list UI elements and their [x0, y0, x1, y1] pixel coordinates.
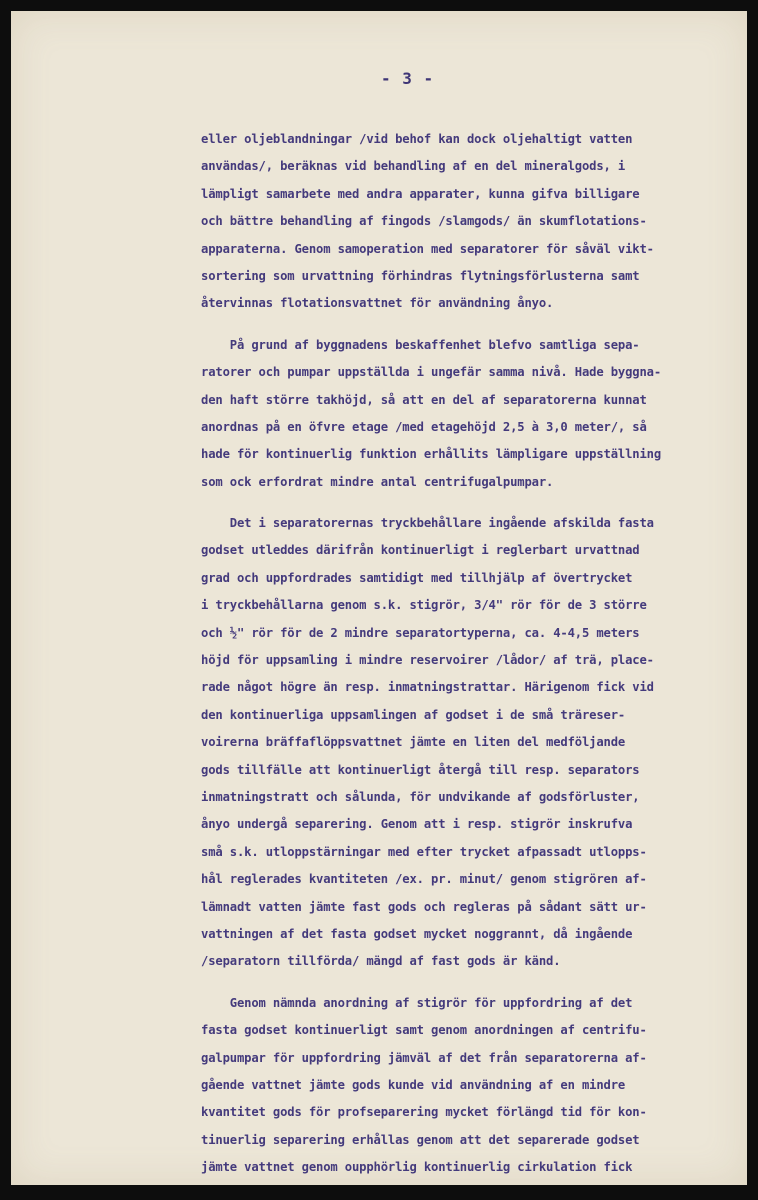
text-line: inmatningstratt och sålunda, för undvikande af godsförluster,: [201, 789, 640, 804]
document-page: [11, 11, 747, 1185]
text-line: grad och uppfordrades samtidigt med tillhjälp af övertrycket: [201, 570, 633, 585]
text-line: Genom nämnda anordning af stigrör för uppfordring af det: [201, 995, 633, 1010]
text-line: eller oljeblandningar /vid behof kan dock oljehaltigt vatten: [201, 132, 633, 146]
text-line: fasta godset kontinuerligt samt genom anordningen af centrifu-: [201, 1023, 647, 1038]
paragraph-gap: [201, 976, 661, 990]
text-line: gående vattnet jämte gods kunde vid användning af en mindre: [201, 1077, 626, 1092]
text-line: ratorer och pumpar uppställda i ungefär samma nivå. Hade byggna-: [201, 365, 661, 380]
page-number: - 3 -: [381, 69, 435, 88]
text-line: små s.k. utloppstärningar med efter trycket afpassadt utlopps-: [201, 844, 647, 859]
text-line: jämte vattnet genom oupphörlig kontinuerlig cirkulation fick: [201, 1160, 633, 1175]
text-line: galpumpar för uppfordring jämväl af det från separatorerna af-: [201, 1050, 647, 1065]
text-line: godset utleddes därifrån kontinuerligt i reglerbart urvattnad: [201, 543, 640, 558]
text-line: användas/, beräknas vid behandling af en del mineralgods, i: [201, 159, 626, 174]
text-line: apparaterna. Genom samoperation med separatorer för såväl vikt-: [201, 241, 654, 256]
text-line: höjd för uppsamling i mindre reservoirer /lådor/ af trä, place-: [201, 653, 654, 668]
paragraph-gap: [201, 496, 661, 510]
text-line: På grund af byggnadens beskaffenhet blefvo samtliga sepa-: [201, 337, 640, 352]
text-line: hade för kontinuerlig funktion erhållits lämpligare uppställning: [201, 447, 661, 462]
text-line: voirerna bräffaflöppsvattnet jämte en liten del medföljande: [201, 735, 626, 750]
document-body: [201, 126, 661, 1181]
text-line: återvinnas flotationsvattnet för användning ånyo.: [201, 296, 554, 311]
text-line: Det i separatorernas tryckbehållare ingående afskilda fasta: [201, 516, 654, 531]
text-line: den haft större takhöjd, så att en del af separatorerna kunnat: [201, 392, 647, 407]
text-line: hål reglerades kvantiteten /ex. pr. minut/ genom stigrören af-: [201, 872, 647, 887]
text-line: rade något högre än resp. inmatningstrattar. Härigenom fick vid: [201, 680, 654, 695]
text-line: den kontinuerliga uppsamlingen af godset i de små träreser-: [201, 707, 626, 722]
text-line: som ock erfordrat mindre antal centrifugalpumpar.: [201, 474, 554, 489]
text-line: och bättre behandling af fingods /slamgods/ än skumflotations-: [201, 214, 647, 229]
text-line: i tryckbehållarna genom s.k. stigrör, 3/4" rör för de 3 större: [201, 598, 647, 613]
text-line: sortering som urvattning förhindras flytningsförlusterna samt: [201, 268, 640, 283]
text-line: vattningen af det fasta godset mycket noggrannt, då ingående: [201, 926, 633, 941]
text-line: anordnas på en öfvre etage /med etagehöjd 2,5 à 3,0 meter/, så: [201, 419, 647, 434]
paragraph-gap: [201, 318, 661, 332]
text-line: gods tillfälle att kontinuerligt återgå till resp. separators: [201, 762, 640, 777]
text-line: ånyo undergå separering. Genom att i resp. stigrör inskrufva: [201, 817, 633, 832]
text-line: lämnadt vatten jämte fast gods och regleras på sådant sätt ur-: [201, 899, 647, 914]
text-line: tinuerlig separering erhållas genom att det separerade godset: [201, 1132, 640, 1147]
text-line: kvantitet gods för profseparering mycket förlängd tid för kon-: [201, 1105, 647, 1120]
text-line: /separatorn tillförda/ mängd af fast gods är känd.: [201, 954, 561, 969]
text-line: lämpligt samarbete med andra apparater, kunna gifva billigare: [201, 186, 640, 201]
text-line: och ½" rör för de 2 mindre separatortyperna, ca. 4-4,5 meters: [201, 625, 640, 640]
